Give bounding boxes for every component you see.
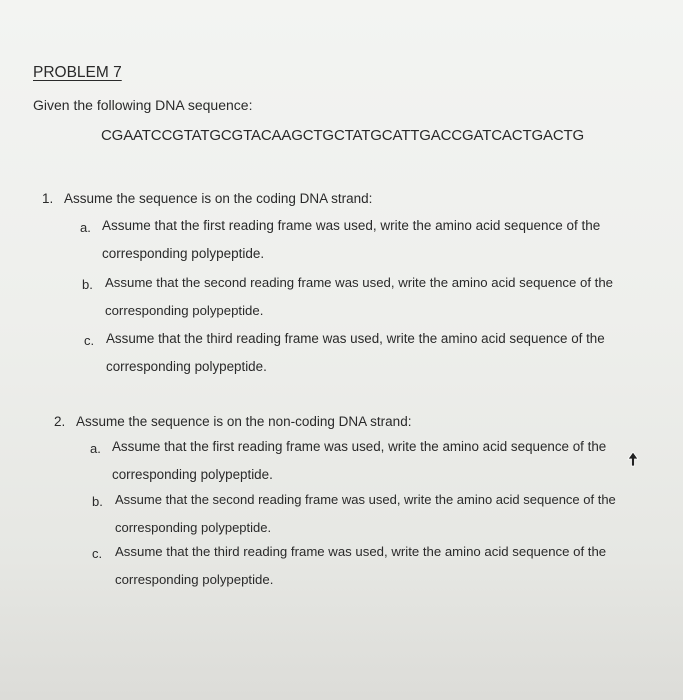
question-2b-letter: b. — [92, 494, 103, 509]
problem-title: PROBLEM 7 — [33, 64, 122, 81]
question-1b-line2: corresponding polypeptide. — [105, 303, 264, 318]
question-2a-line1: Assume that the first reading frame was used, write the amino acid sequence of the — [112, 439, 607, 454]
question-2c-line2: corresponding polypeptide. — [115, 572, 274, 587]
question-2-text: Assume the sequence is on the non-coding DNA strand: — [76, 414, 412, 429]
question-1b-letter: b. — [82, 277, 93, 292]
dna-sequence: CGAATCCGTATGCGTACAAGCTGCTATGCATTGACCGATCACTGACTG — [101, 127, 585, 144]
question-2b-line2: corresponding polypeptide. — [115, 520, 272, 535]
question-2c-letter: c. — [92, 546, 103, 561]
question-1b-text — [105, 269, 613, 325]
question-1a-line2: corresponding polypeptide. — [102, 246, 265, 261]
question-2c-line1: Assume that the third reading frame was used, write the amino acid sequence of the — [115, 544, 607, 559]
question-2a-text — [112, 433, 606, 489]
problem-intro: Given the following DNA sequence: — [33, 97, 253, 113]
question-1-number: 1. — [42, 191, 54, 206]
question-1a-letter: a. — [80, 220, 91, 235]
question-1c-line1: Assume that the third reading frame was used, write the amino acid sequence of the — [106, 331, 605, 346]
question-1a-line1: Assume that the first reading frame was used, write the amino acid sequence of the — [102, 218, 601, 233]
question-1c-letter: c. — [84, 333, 95, 348]
mouse-cursor-icon — [627, 451, 639, 469]
question-2a-letter: a. — [90, 441, 101, 456]
question-1b-line1: Assume that the second reading frame was used, write the amino acid sequence of the — [105, 275, 614, 290]
question-1a-text — [102, 212, 600, 268]
question-2b-text — [115, 486, 616, 542]
question-1-text: Assume the sequence is on the coding DNA strand: — [64, 191, 373, 206]
question-1c-line2: corresponding polypeptide. — [106, 359, 267, 374]
question-2-number: 2. — [54, 414, 66, 429]
question-2c-text — [115, 538, 606, 594]
question-1c-text — [106, 325, 605, 381]
question-2a-line2: corresponding polypeptide. — [112, 467, 273, 482]
question-2b-line1: Assume that the second reading frame was used, write the amino acid sequence of the — [115, 492, 616, 507]
